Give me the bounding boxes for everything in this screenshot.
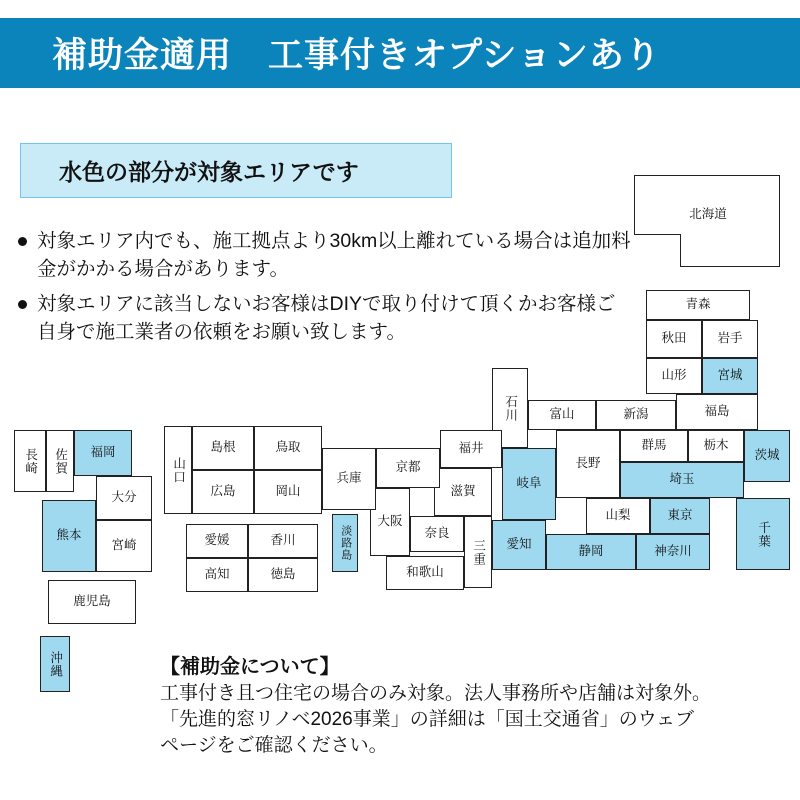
- pref-label: 福井: [458, 441, 484, 456]
- subsidy-note: [160, 650, 780, 760]
- pref-label: 宮城: [717, 368, 743, 383]
- pref-kyoto: [376, 448, 440, 488]
- pref-chiba: [736, 498, 790, 570]
- pref-ibaraki: [744, 430, 790, 482]
- bullet-text: 対象エリアに該当しないお客様はDIYで取り付けて頂くかお客様ご自身で施工業者の依頼をお願い致します。: [37, 293, 616, 344]
- pref-label: 千葉: [756, 520, 771, 548]
- pref-fukui: [440, 430, 502, 468]
- pref-kanagawa: [636, 534, 710, 570]
- pref-label: 山形: [661, 368, 687, 383]
- pref-hokkaido: [634, 175, 780, 267]
- pref-kochi: [186, 558, 248, 592]
- pref-label: 愛知: [506, 537, 532, 552]
- pref-label: 山口: [171, 456, 186, 484]
- pref-kagawa: [248, 524, 318, 558]
- pref-tottori: [254, 426, 322, 470]
- pref-label: 秋田: [661, 331, 687, 346]
- pref-label: 新潟: [623, 407, 649, 422]
- pref-yamaguchi: [164, 426, 192, 514]
- pref-label: 静岡: [578, 544, 604, 559]
- pref-label: 和歌山: [406, 565, 444, 580]
- pref-label: 長野: [575, 456, 601, 471]
- pref-label: 広島: [210, 484, 236, 499]
- pref-label: 淡路島: [339, 525, 352, 561]
- pref-label: 山梨: [605, 508, 631, 523]
- pref-label: 栃木: [703, 438, 729, 453]
- pref-kumamoto: [42, 500, 96, 572]
- hokkaido-notch: [634, 234, 681, 267]
- pref-label: 群馬: [641, 438, 667, 453]
- pref-gunma: [620, 430, 688, 462]
- pref-label: 愛媛: [204, 533, 230, 548]
- pref-label: 富山: [549, 407, 575, 422]
- pref-gifu: [502, 448, 556, 520]
- pref-label: 島根: [210, 440, 236, 455]
- pref-label: 宮崎: [111, 538, 137, 553]
- pref-label: 石川: [503, 394, 518, 422]
- pref-nagasaki: [14, 430, 46, 492]
- pref-toyama: [528, 400, 596, 430]
- pref-kagoshima: [48, 580, 136, 624]
- pref-mie: [464, 516, 492, 588]
- note-line: ページをご確認ください。: [160, 735, 388, 757]
- pref-osaka: [370, 488, 410, 556]
- pref-wakayama: [386, 556, 464, 590]
- pref-saitama: [620, 462, 744, 498]
- pref-label: 高知: [204, 567, 230, 582]
- pref-akita: [646, 320, 702, 358]
- pref-label: 香川: [270, 533, 296, 548]
- pref-ehime: [186, 524, 248, 558]
- pref-label: 兵庫: [336, 471, 362, 486]
- pref-nara: [410, 516, 464, 552]
- pref-label: 滋賀: [450, 484, 476, 499]
- pref-fukushima: [676, 394, 758, 430]
- pref-tokyo: [650, 498, 710, 534]
- pref-label: 埼玉: [669, 472, 695, 487]
- pref-label: 岐阜: [516, 476, 542, 491]
- pref-label: 北海道: [689, 207, 727, 221]
- pref-shiga: [434, 468, 492, 516]
- pref-nagano: [556, 430, 620, 498]
- pref-label: 福島: [704, 404, 730, 419]
- pref-label: 奈良: [424, 526, 450, 541]
- callout-text: 水色の部分が対象エリアです: [59, 159, 359, 185]
- pref-tokushima: [248, 558, 318, 592]
- pref-iwate: [702, 320, 758, 358]
- pref-aichi: [492, 520, 546, 570]
- pref-label: 青森: [685, 297, 711, 312]
- pref-label: 福岡: [90, 445, 116, 460]
- pref-label: 東京: [667, 508, 693, 523]
- pref-label: 鹿児島: [73, 594, 111, 609]
- pref-oita: [96, 476, 152, 520]
- pref-label: 神奈川: [654, 544, 692, 559]
- pref-miyazaki: [96, 520, 152, 572]
- pref-label: 熊本: [56, 528, 82, 543]
- pref-okayama: [254, 470, 322, 514]
- pref-label: 長崎: [23, 447, 38, 475]
- pref-label: 岩手: [717, 331, 743, 346]
- pref-shimane: [192, 426, 254, 470]
- pref-label: 茨城: [754, 448, 780, 463]
- pref-okinawa: [40, 636, 70, 692]
- pref-shizuoka: [546, 534, 636, 570]
- pref-label: 沖縄: [48, 650, 63, 678]
- page-title: 補助金適用 工事付きオプションあり: [52, 36, 661, 75]
- pref-fukuoka: [74, 430, 132, 476]
- pref-miyagi: [702, 358, 758, 394]
- pref-label: 三重: [471, 538, 486, 566]
- note-line: 工事付き且つ住宅の場合のみ対象。法人事務所や店舗は対象外。: [160, 683, 712, 704]
- pref-label: 徳島: [270, 567, 296, 582]
- pref-label: 京都: [395, 460, 421, 475]
- pref-label: 鳥取: [275, 440, 301, 455]
- pref-label: 大阪: [377, 514, 403, 529]
- pref-label: 佐賀: [53, 447, 68, 475]
- pref-awajishima: [332, 514, 358, 572]
- note-title: 【補助金について】: [160, 656, 340, 678]
- bullet-text: 対象エリア内でも、施工拠点より30km以上離れている場合は追加料金がかかる場合があります。: [37, 230, 631, 280]
- pref-tochigi: [688, 430, 744, 462]
- pref-aomori: [646, 290, 750, 320]
- pref-label: 大分: [111, 490, 137, 505]
- note-line: 「先進的窓リノベ2026事業」の詳細は「国土交通省」のウェブ: [160, 709, 694, 731]
- pref-saga: [46, 430, 74, 492]
- pref-hiroshima: [192, 470, 254, 514]
- pref-yamanashi: [586, 498, 650, 534]
- pref-yamagata: [646, 358, 702, 394]
- pref-hyogo: [322, 448, 376, 510]
- pref-label: 岡山: [275, 484, 301, 499]
- pref-niigata: [596, 400, 676, 430]
